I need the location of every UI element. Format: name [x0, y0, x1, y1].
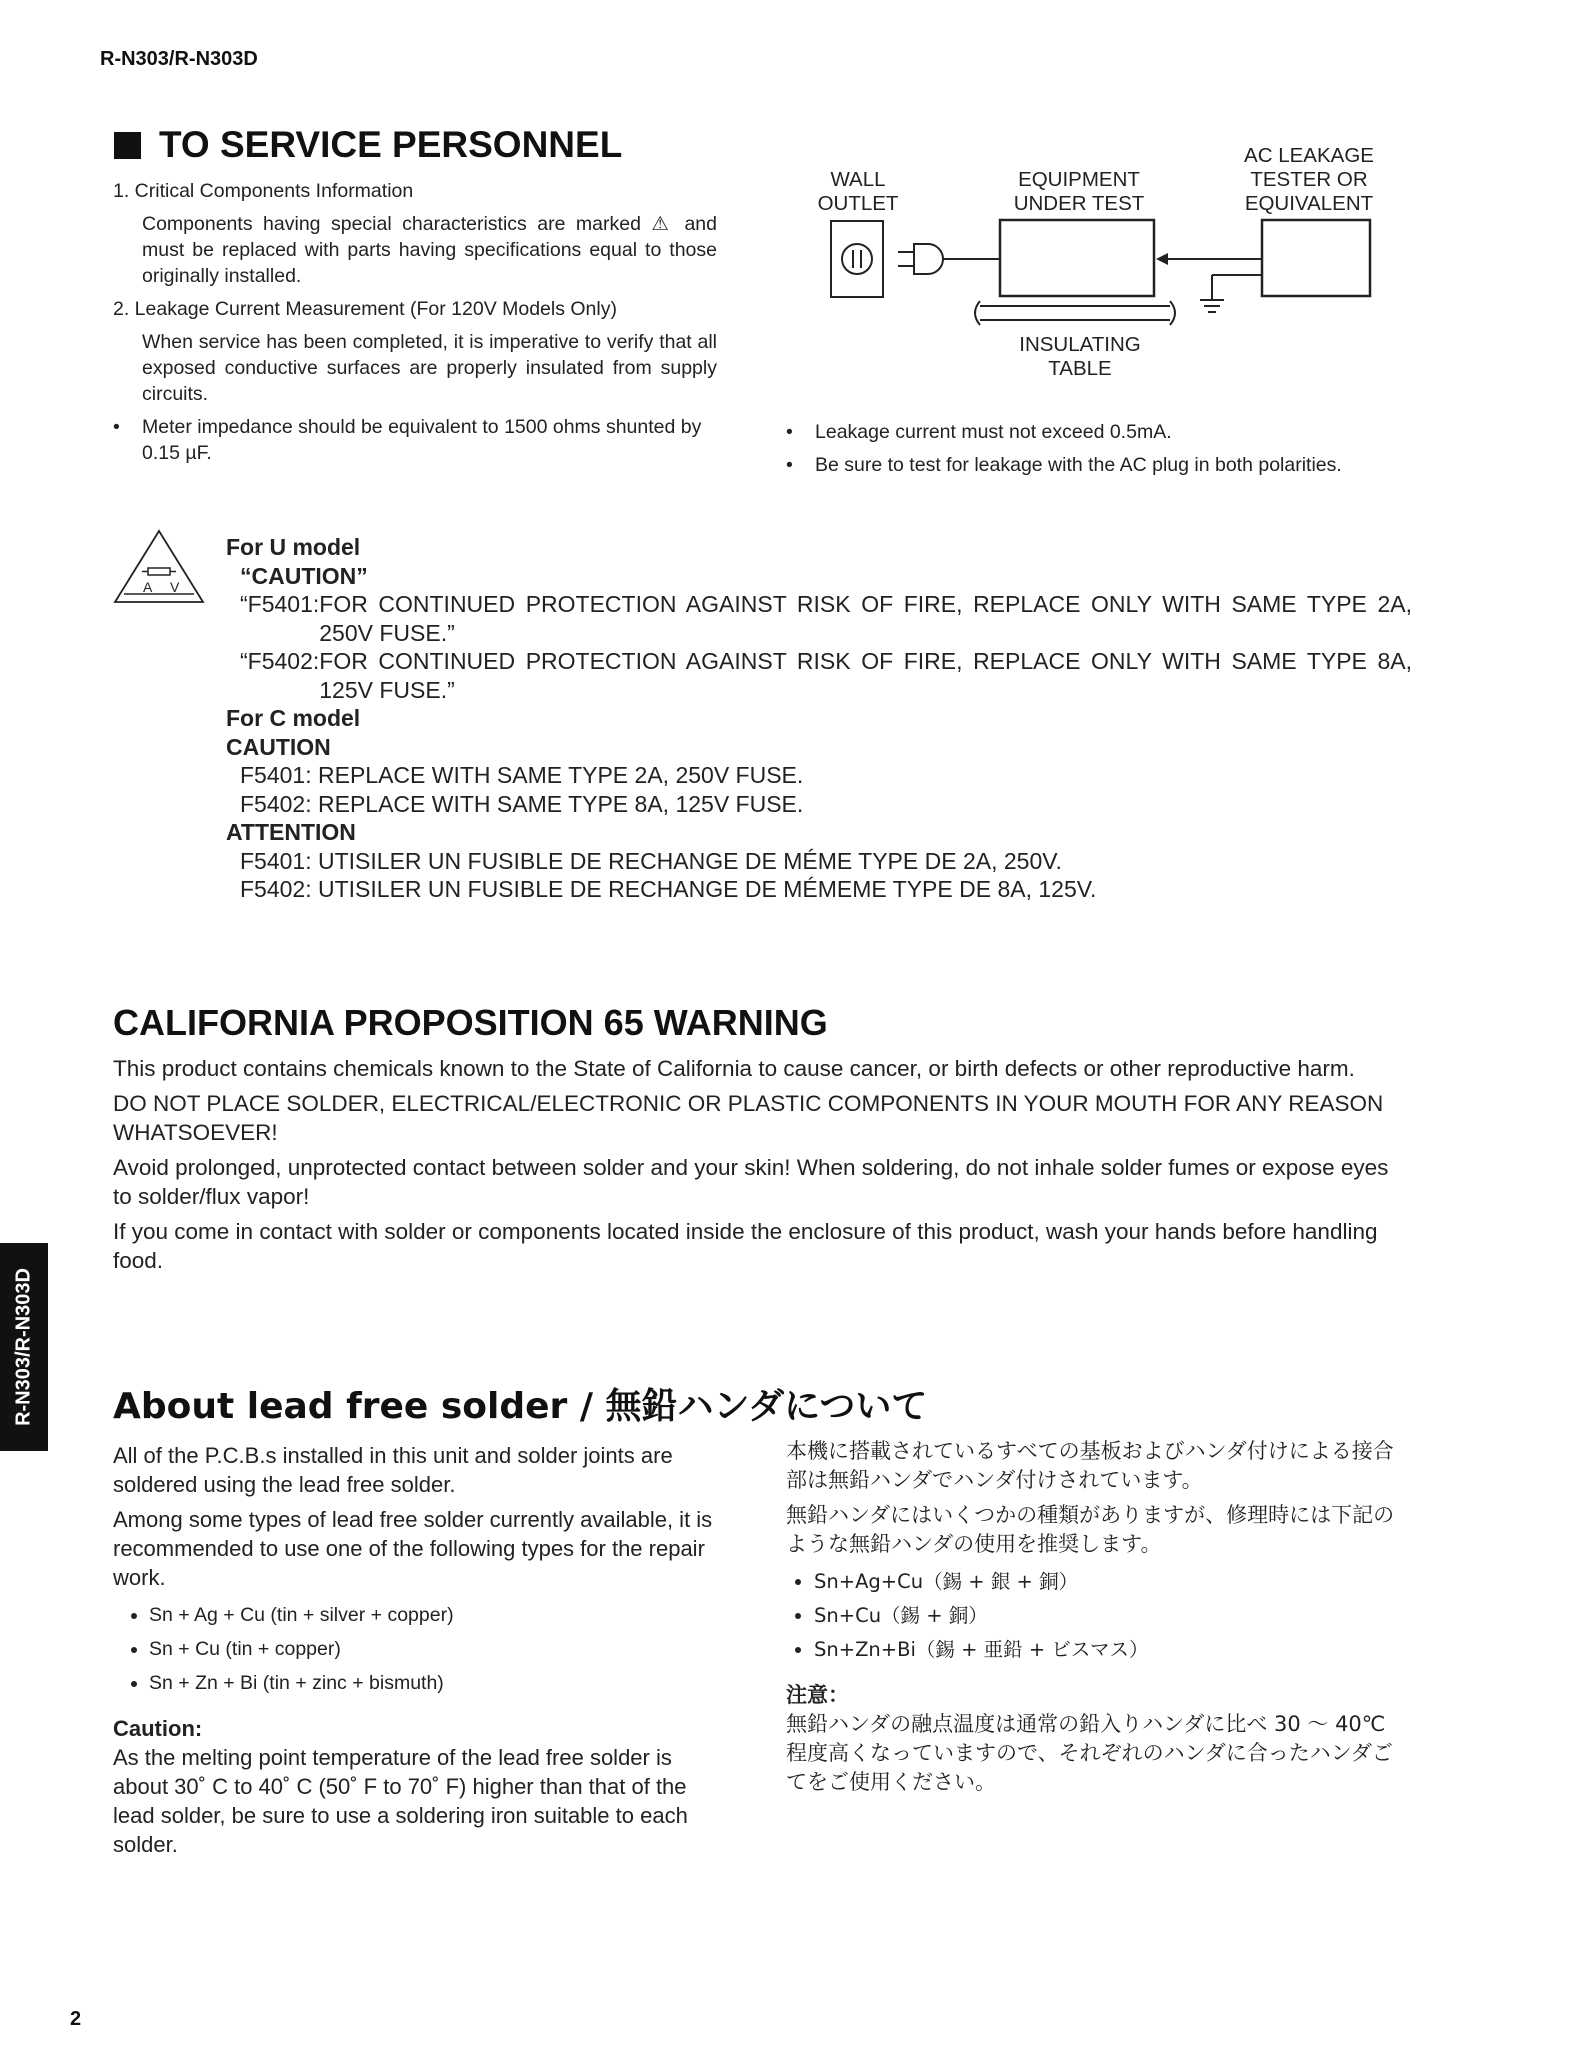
u-f5401-label: “F5401:: [240, 591, 320, 617]
u-f5402-text: FOR CONTINUED PROTECTION AGAINST RISK OF FIRE, REPLACE ONLY WITH SAME TYPE 8A, 125V FUSE.”: [319, 648, 1412, 703]
leadfree-japanese-column: [786, 1437, 1396, 1803]
side-tab: [0, 1243, 48, 1451]
ground-icon: [1200, 275, 1262, 312]
page-number: 2: [70, 2008, 82, 2030]
leadfree-en-item: • Sn + Zn + Bi (tin + zinc + bismuth): [149, 1666, 719, 1700]
leadfree-jp-caution-body: 無鉛ハンダの融点温度は通常の鉛入りハンダに比べ 30 〜 40℃程度高くなっていますので、それぞれのハンダに合ったハンダごてをご使用ください。: [786, 1712, 1393, 1794]
eut-line1: EQUIPMENT: [1018, 168, 1140, 191]
u-f5401-text: FOR CONTINUED PROTECTION AGAINST RISK OF FIRE, REPLACE ONLY WITH SAME TYPE 2A, 250V FUSE.”: [319, 591, 1412, 646]
c-att-f5401: F5401: UTISILER UN FUSIBLE DE RECHANGE DE MÉME TYPE DE 2A, 250V.: [240, 847, 1062, 874]
wall-outlet-line2: OUTLET: [817, 192, 899, 215]
eut-label: [984, 168, 1174, 216]
item1-heading: 1. Critical Components Information: [113, 180, 414, 202]
insulating-table-icon: [975, 301, 1175, 325]
item2-heading: 2. Leakage Current Measurement (For 120V Models Only): [113, 298, 617, 320]
leadfree-en-p1: All of the P.C.B.s installed in this unit and solder joints are soldered using the lead free solder.: [113, 1443, 673, 1497]
prop65-body: [113, 1054, 1403, 1281]
leadfree-jp-p2: 無鉛ハンダにはいくつかの種類がありますが、修理時には下記のような無鉛ハンダの使用を推奨します。: [786, 1503, 1395, 1556]
u-f5401: [226, 590, 1412, 647]
service-left-column: [113, 178, 717, 466]
leadfree-jp-item: • Sn+Zn+Bi（錫 + 亜鉛 + ビスマス）: [814, 1633, 1396, 1667]
c-f5401: F5401: REPLACE WITH SAME TYPE 2A, 250V FUSE.: [240, 762, 804, 788]
tester-label: [1224, 144, 1394, 216]
prop65-p4: If you come in contact with solder or components located inside the enclosure of this product, wash your hands before handling food.: [113, 1219, 1378, 1273]
c-att-f5402: F5402: UTISILER UN FUSIBLE DE RECHANGE DE MÉMEME TYPE DE 8A, 125V.: [240, 876, 1097, 902]
leadfree-jp-item: • Sn+Ag+Cu（錫 + 銀 + 銅）: [814, 1565, 1396, 1599]
table-line1: INSULATING: [1019, 333, 1141, 356]
wall-outlet-label: [802, 168, 914, 216]
header-model: R-N303/R-N303D: [100, 48, 258, 70]
probe-arrow-icon: [1156, 253, 1262, 265]
tester-line1: AC LEAKAGE: [1244, 144, 1374, 167]
u-f5402-label: “F5402:: [240, 648, 320, 674]
right-bullet-1: [786, 416, 1406, 449]
c-caution-heading: CAUTION: [226, 733, 331, 760]
table-line2: TABLE: [1048, 357, 1112, 380]
leakage-tester-box: [1262, 220, 1370, 296]
ac-plug-icon: [898, 244, 1000, 274]
leadfree-en-p2: Among some types of lead free solder currently available, it is recommended to use one of the following types for the repair work.: [113, 1507, 713, 1590]
equipment-under-test-box: [1000, 220, 1154, 296]
wall-outlet-icon: [831, 221, 883, 297]
fuse-icon-label-a: A: [143, 579, 153, 595]
right-bullet-2-text: Be sure to test for leakage with the AC plug in both polarities.: [815, 453, 1342, 476]
meter-bullet-text: Meter impedance should be equivalent to 1500 ohms shunted by 0.15 µF.: [142, 416, 702, 464]
fuse-caution-block: [226, 533, 1412, 904]
side-tab-label: R-N303/R-N303D: [12, 1268, 35, 1426]
service-title: [114, 124, 622, 166]
c-attention-heading: ATTENTION: [226, 819, 356, 845]
c-model-heading: For C model: [226, 705, 361, 731]
item1-body: Components having special characteristics are marked ⚠ and must be replaced with parts having specifications equal to those originally installed.: [142, 213, 717, 287]
leadfree-en-item: • Sn + Cu (tin + copper): [149, 1632, 719, 1666]
eut-line2: UNDER TEST: [1013, 192, 1145, 215]
item2-body: When service has been completed, it is imperative to verify that all exposed conductive surfaces are properly insulated from supply circuits.: [142, 331, 717, 405]
meter-bullet: [113, 414, 717, 466]
prop65-p3: Avoid prolonged, unprotected contact between solder and your skin! When soldering, do not inhale solder fumes or expose eyes to solder/flux vapor!: [113, 1155, 1389, 1209]
prop65-title: CALIFORNIA PROPOSITION 65 WARNING: [113, 1002, 828, 1043]
right-bullet-2: [786, 449, 1406, 482]
leadfree-english-column: [113, 1441, 719, 1865]
prop65-p2: DO NOT PLACE SOLDER, ELECTRICAL/ELECTRONIC OR PLASTIC COMPONENTS IN YOUR MOUTH FOR ANY REASON WHATSOEVER!: [113, 1091, 1384, 1145]
tester-line3: EQUIVALENT: [1244, 192, 1374, 215]
leadfree-title: About lead free solder / 無鉛ハンダについて: [113, 1386, 928, 1427]
service-right-bullets: [786, 416, 1406, 481]
bullet-icon: •: [113, 416, 120, 438]
tester-line2: TESTER OR: [1250, 168, 1368, 191]
leadfree-jp-list: [786, 1565, 1396, 1667]
u-f5402: [226, 647, 1412, 704]
table-label: [990, 333, 1170, 381]
leadfree-en-caution-heading: Caution:: [113, 1716, 203, 1741]
c-f5402: F5402: REPLACE WITH SAME TYPE 8A, 125V FUSE.: [240, 790, 804, 817]
leadfree-jp-caution-heading: 注意：: [786, 1683, 849, 1707]
service-title-text: TO SERVICE PERSONNEL: [159, 124, 623, 165]
bullet-icon: •: [786, 453, 793, 476]
leadfree-jp-p1: 本機に搭載されているすべての基板およびハンダ付けによる接合部は無鉛ハンダでハンダ付けされています。: [786, 1439, 1394, 1492]
fuse-warning-icon: [112, 528, 206, 606]
fuse-icon-label-v: V: [170, 579, 180, 595]
leadfree-en-item: • Sn + Ag + Cu (tin + silver + copper): [149, 1598, 719, 1632]
u-model-heading: For U model: [226, 534, 361, 560]
u-caution-heading: “CAUTION”: [240, 562, 368, 589]
right-bullet-1-text: Leakage current must not exceed 0.5mA.: [815, 421, 1172, 443]
bullet-icon: •: [786, 421, 793, 443]
leadfree-en-caution-body: As the melting point temperature of the lead free solder is about 30˚ C to 40˚ C (50˚ F to 70˚ F) higher than that of the lead solder, be sure to use a soldering iron suitable to each solder.: [113, 1745, 688, 1857]
prop65-p1: This product contains chemicals known to the State of California to cause cancer, or birth defects or other reproductive harm.: [113, 1056, 1355, 1081]
leadfree-en-list: [113, 1598, 719, 1700]
leadfree-jp-item: • Sn+Cu（錫 + 銅）: [814, 1599, 1396, 1633]
square-bullet-icon: [114, 132, 141, 159]
wall-outlet-line1: WALL: [830, 168, 886, 191]
